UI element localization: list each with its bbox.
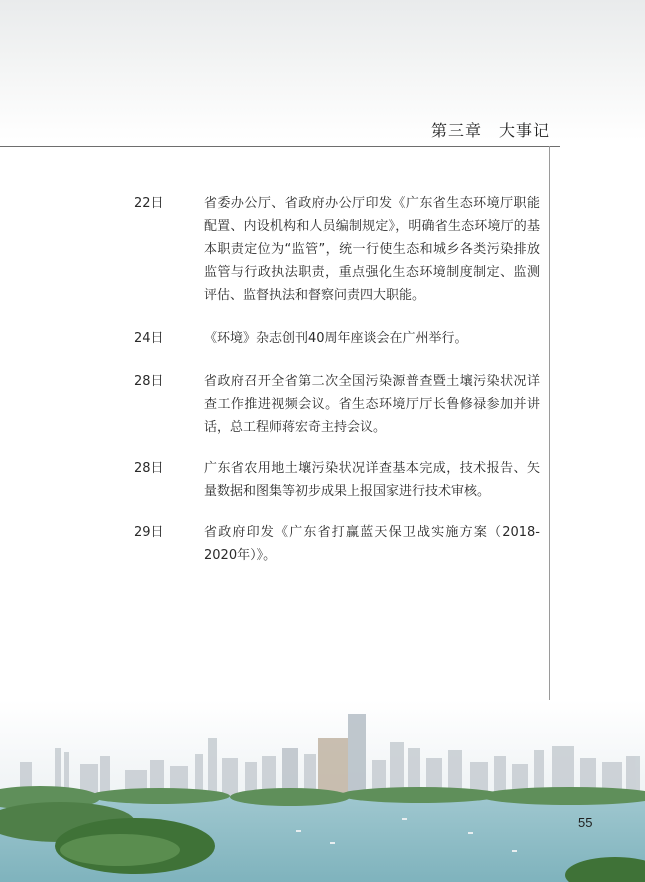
event-day: 24日 <box>134 331 164 346</box>
event-text: 省委办公厅、省政府办公厅印发《广东省生态环境厅职能配置、内设机构和人员编制规定》，明确省生态环境厅的基本职责定位为“监管”，统一行使生态和城乡各类污染排放监管与行政执法职责，重点强化生态环境制度制定、监测评估、监督执法和督察问责四大职能。 <box>204 196 540 303</box>
event-day: 28日 <box>134 461 164 476</box>
event-text: 省政府召开全省第二次全国污染源普查暨土壤污染状况详查工作推进视频会议。省生态环境厅厅长鲁修禄参加并讲话，总工程师蒋宏奇主持会议。 <box>204 374 540 435</box>
event-text: 省政府印发《广东省打赢蓝天保卫战实施方案（2018-2020年）》。 <box>204 525 540 563</box>
header-divider <box>0 146 560 147</box>
event-day: 29日 <box>134 525 164 540</box>
page-number: 55 <box>578 815 593 830</box>
event-text: 《环境》杂志创刊40周年座谈会在广州举行。 <box>204 331 468 346</box>
event-day: 28日 <box>134 374 164 389</box>
city-lake-landscape <box>0 700 645 882</box>
event-day: 22日 <box>134 196 164 211</box>
chapter-title: 第三章 大事记 <box>430 121 550 140</box>
event-text: 广东省农用地土壤污染状况详查基本完成，技术报告、矢量数据和图集等初步成果上报国家进行技术审核。 <box>204 461 540 499</box>
